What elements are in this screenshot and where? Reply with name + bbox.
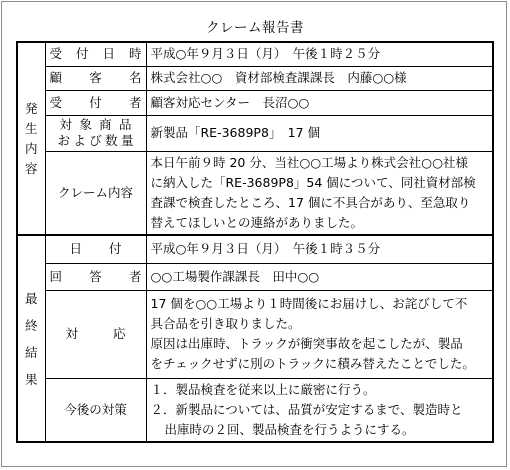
response-label: 対応 [45,290,146,378]
section-occurrence [17,42,45,235]
claim-content-line: 本日午前９時 20 分、当社○○工場より株式会社○○社様 [150,154,468,170]
customer-name-label: 顧客名 [45,66,146,90]
future-measures-label: 今後の対策 [45,378,146,442]
target-product-label-line2: および数量 [57,133,134,148]
claim-report-table [16,41,494,443]
claim-content-line: に納入した「RE-3689P8」54 個について、同社資材部検 [150,174,476,190]
section-result-label: 最終結果 [24,290,38,387]
row-response [17,290,493,378]
claim-content-line: 査課で検査したところ、17 個に不具合があり、至急取り [150,194,471,210]
row-result-datetime [17,235,493,263]
result-datetime-value: 平成○年９月３日（月） 午後１時３５分 [146,235,493,263]
row-future-measures [17,378,493,442]
target-product-label [45,115,146,151]
future-measures-line: 出庫時の２回、製品検査を行うようにする。 [164,421,415,437]
receiver-label: 受付者 [45,90,146,115]
future-measures-line: １．製品検査を従来以上に厳密に行う。 [150,381,376,397]
future-measures-line: ２．新製品については、品質が安定するまで、製造時と [150,401,463,417]
claim-content-value [146,151,493,235]
document-title: クレーム報告書 [206,20,304,36]
row-receiver [17,90,493,115]
response-value [146,290,493,378]
response-line: 具合品を引き取りました。 [150,316,301,331]
section-result [17,235,45,442]
row-received-datetime [17,42,493,66]
respondent-value: ○○工場製作課課長 田中○○ [146,263,493,290]
row-respondent [17,263,493,290]
target-product-label-line1: 対象商品 [59,117,132,132]
claim-content-line: 替えてほしいとの連絡がありました。 [150,214,364,230]
row-customer-name [17,66,493,90]
response-line: をチェックせずに別のトラックに積み替えたことでした。 [150,356,475,371]
target-product-value: 新製品「RE-3689P8」 17 個 [146,115,493,151]
respondent-label: 回答者 [45,263,146,290]
row-claim-content [17,151,493,235]
row-target-product [17,115,493,151]
future-measures-value [146,378,493,442]
claim-content-label: クレーム内容 [45,151,146,235]
customer-name-value: 株式会社○○ 資材部検査課課長 内藤○○様 [146,66,493,90]
response-line: 原因は出庫時、トラックが衝突事故を起こしたが、製品 [150,336,463,351]
result-datetime-label: 日付 [45,235,146,263]
received-datetime-value: 平成○年９月３日（月） 午後１時２５分 [146,42,493,66]
received-datetime-label: 受付日時 [45,42,146,66]
response-line: 17 個を○○工場より１時間後にお届けし、お詫びして不 [150,296,468,311]
section-occurrence-label: 発生内容 [24,100,38,176]
receiver-value: 顧客対応センター 長沼○○ [146,90,493,115]
